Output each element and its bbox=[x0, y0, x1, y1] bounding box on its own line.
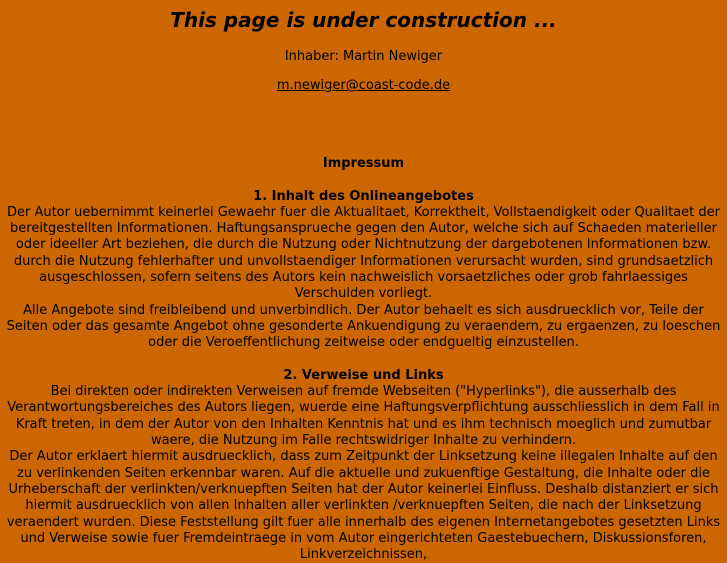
impressum-heading: Impressum bbox=[322, 156, 405, 171]
owner-line: Inhaber: Martin Newiger bbox=[284, 49, 443, 64]
paragraph-distanzierung: Der Autor erklaert hiermit ausdruecklich, dass zum Zeitpunkt der Linksetzung keine illegalen Inhalte auf den zu verlinkenden Seiten erkennbar waren. Auf die aktuelle und zukuenftige Gestaltung, die Inhalte oder die Urheberschaft der verlinkten/verknuepften Seiten hat der Autor keinerlei Einfluss. Deshalb distanziert er sich hiermit ausdruecklich von allen Inhalten aller verlinkten /verknuepften Seiten, die nach der Linksetzung veraendert wurden. Diese Feststellung gilt fuer alle innerhalb des eigenen Internetangebotes gesetzten Links und Verweise sowie fuer Fremdeintraege in vom Autor eingerichteten Gaestebuechern, Diskussionsforen, Linkverzeichnissen, bbox=[6, 449, 721, 563]
paragraph-angebote: Alle Angebote sind freibleibend und unverbindlich. Der Autor behaelt es sich ausdruecklich vor, Teile der Seiten oder das gesamte Angebot ohne gesonderte Ankuendigung zu veraendern, zu ergaenzen, zu loeschen oder die Veroeffentlichung zeitweise oder endgueltig einzustellen. bbox=[6, 302, 721, 351]
paragraph-hyperlinks: Bei direkten oder indirekten Verweisen auf fremde Webseiten ("Hyperlinks"), die ausserhalb des Verantwortungsbereiches des Autors liegen, wuerde eine Haftungsverpflichtung ausschliesslich in dem Fall in Kraft treten, in dem der Autor von den Inhalten Kenntnis hat und es ihm technisch moeglich und zumutbar waere, die Nutzung im Falle rechtswidriger Inhalte zu verhindern. bbox=[7, 384, 720, 449]
impressum-content bbox=[4, 156, 723, 563]
email-link[interactable]: m.newiger@coast-code.de bbox=[276, 78, 451, 93]
spacer bbox=[4, 352, 723, 368]
email-line bbox=[0, 78, 727, 94]
section-heading-inhalt: 1. Inhalt des Onlineangebotes bbox=[253, 188, 474, 204]
page-title: This page is under construction ... bbox=[170, 8, 557, 32]
section-heading-links: 2. Verweise und Links bbox=[283, 367, 444, 383]
spacer bbox=[4, 172, 723, 188]
paragraph-haftung: Der Autor uebernimmt keinerlei Gewaehr fuer die Aktualitaet, Korrektheit, Vollstaendigkeit oder Qualitaet der bereitgestellten Informationen. Haftungsansprueche gegen den Autor, welche sich auf Schaeden materieller oder ideeller Art beziehen, die durch die Nutzung oder Nichtnutzung der dargebotenen Informationen bzw. durch die Nutzung fehlerhafter und unvollstaendiger Informationen verursacht wurden, sind grundsaetzlich ausgeschlossen, sofern seitens des Autors kein nachweislich vorsaetzliches oder grob fahrlaessiges Verschulden vorliegt. bbox=[6, 204, 721, 302]
